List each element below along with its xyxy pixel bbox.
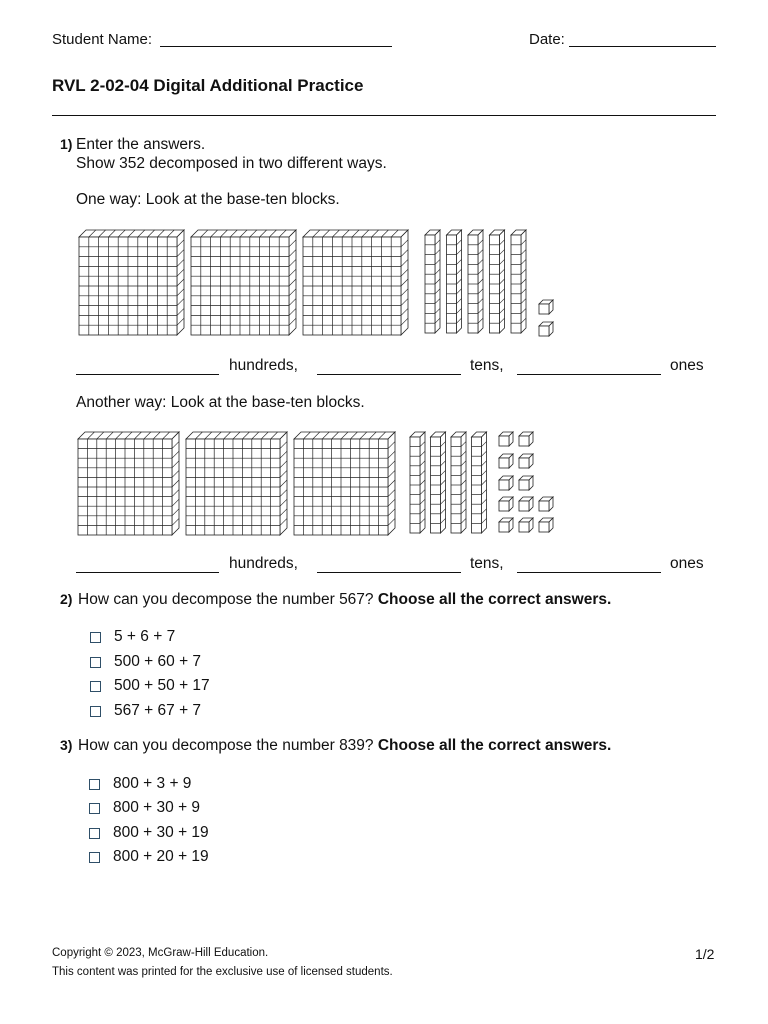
way2-tens-input[interactable] <box>317 572 461 573</box>
one-cube <box>519 476 533 490</box>
q3-emphasis: Choose all the correct answers. <box>377 737 612 754</box>
q2-question-text: How can you decompose the number 567? <box>78 591 378 608</box>
q1-number: 1) <box>60 136 73 152</box>
q3-option-label: 800 + 20 + 19 <box>113 848 209 865</box>
one-cube <box>519 497 533 511</box>
one-cube <box>519 432 533 446</box>
q2-option-label: 5 + 6 + 7 <box>114 628 176 645</box>
way2-ones-label: ones <box>670 555 704 572</box>
student-name-label: Student Name: <box>52 31 153 48</box>
q1-way2-prompt: Another way: Look at the base-ten blocks. <box>76 394 365 411</box>
one-cube <box>539 518 553 532</box>
way1-hundreds-label: hundreds, <box>229 357 298 374</box>
checkbox-icon[interactable] <box>90 657 101 668</box>
one-cube <box>519 454 533 468</box>
hundred-flat <box>186 432 287 535</box>
one-cube <box>499 497 513 511</box>
one-cube <box>499 432 513 446</box>
q3-option[interactable] <box>89 824 209 842</box>
way1-ones-label: ones <box>670 357 704 374</box>
one-cube <box>539 497 553 511</box>
ten-rod <box>472 432 487 533</box>
q2-option[interactable] <box>90 702 201 720</box>
license-text: This content was printed for the exclusive use of licensed students. <box>52 966 393 978</box>
way2-tens-label: tens, <box>470 555 504 572</box>
page-title: RVL 2-02-04 Digital Additional Practice <box>52 76 364 95</box>
one-cube <box>499 476 513 490</box>
q3-option-label: 800 + 30 + 19 <box>113 824 209 841</box>
checkbox-icon[interactable] <box>90 681 101 692</box>
ten-rod <box>410 432 425 533</box>
checkbox-icon[interactable] <box>89 779 100 790</box>
checkbox-icon[interactable] <box>89 852 100 863</box>
q3-question-text: How can you decompose the number 839? <box>78 737 378 754</box>
q3-option[interactable] <box>89 799 200 817</box>
q2-number: 2) <box>60 591 73 607</box>
one-cube <box>519 518 533 532</box>
q3-option-label: 800 + 30 + 9 <box>113 799 201 816</box>
hundred-flat <box>78 432 179 535</box>
copyright-text: Copyright © 2023, McGraw-Hill Education. <box>52 947 269 959</box>
q2-option[interactable] <box>90 628 175 646</box>
q1-prompt: Show 352 decomposed in two different ways. <box>76 155 387 172</box>
checkbox-icon[interactable] <box>89 828 100 839</box>
q2-emphasis: Choose all the correct answers. <box>377 591 612 608</box>
q3-option[interactable] <box>89 848 209 866</box>
checkbox-icon[interactable] <box>89 803 100 814</box>
q2-option[interactable] <box>90 677 210 695</box>
way1-tens-label: tens, <box>470 357 504 374</box>
hundred-flat <box>294 432 395 535</box>
one-cube <box>499 454 513 468</box>
ten-rod <box>451 432 466 533</box>
way2-ones-input[interactable] <box>517 572 661 573</box>
way2-hundreds-input[interactable] <box>76 572 219 573</box>
q1-way1-prompt: One way: Look at the base-ten blocks. <box>76 191 340 208</box>
date-label: Date: <box>529 31 565 48</box>
q3-number: 3) <box>60 737 73 753</box>
q2-option-label: 500 + 60 + 7 <box>114 653 202 670</box>
checkbox-icon[interactable] <box>90 706 101 717</box>
q2-option-label: 500 + 50 + 17 <box>114 677 210 694</box>
q3-option[interactable] <box>89 775 191 793</box>
q2-option-label: 567 + 67 + 7 <box>114 702 202 719</box>
q2-question <box>78 591 611 609</box>
way2-hundreds-label: hundreds, <box>229 555 298 572</box>
q3-question <box>78 737 611 755</box>
one-cube <box>499 518 513 532</box>
page-number: 1/2 <box>695 946 715 962</box>
ten-rod <box>431 432 446 533</box>
q3-option-label: 800 + 3 + 9 <box>113 775 192 792</box>
q2-option[interactable] <box>90 653 201 671</box>
q1-instruction: Enter the answers. <box>76 136 206 153</box>
checkbox-icon[interactable] <box>90 632 101 643</box>
